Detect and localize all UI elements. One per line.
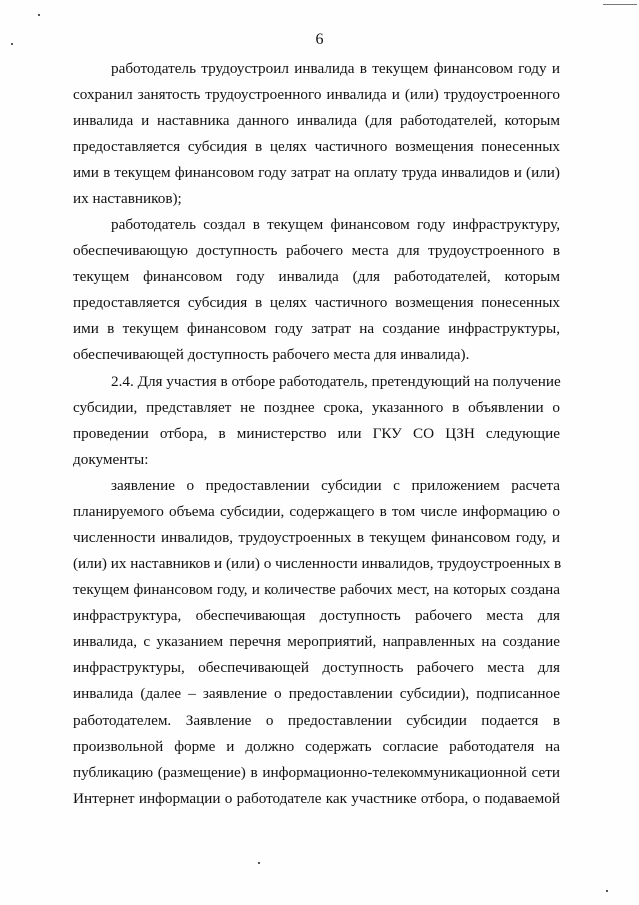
text-line: заявление о предоставлении субсидии с приложением расчета — [111, 477, 560, 494]
text-line: инвалида и наставника данного инвалида (для работодателей, которым — [73, 112, 560, 129]
page-number: 6 — [315, 31, 324, 48]
text-line: работодатель создал в текущем финансовом году инфраструктуру, — [111, 216, 560, 233]
text-line: обеспечивающую доступность рабочего места для трудоустроенного в — [73, 242, 560, 259]
text-line: работодателем. Заявление о предоставлении субсидии подается в — [73, 712, 560, 729]
text-line: проведении отбора, в министерство или ГКУ СО ЦЗН следующие — [73, 425, 560, 442]
text-line: сохранил занятость трудоустроенного инвалида и (или) трудоустроенного — [73, 86, 560, 103]
text-line: 2.4. Для участия в отборе работодатель, претендующий на получение — [111, 373, 561, 390]
text-line: документы: — [73, 451, 149, 468]
text-line: произвольной форме и должно содержать согласие работодателя на — [73, 738, 560, 755]
scan-speck — [258, 862, 260, 864]
text-line: работодатель трудоустроил инвалида в текущем финансовом году и — [111, 60, 560, 77]
text-line: обеспечивающей доступность рабочего места для инвалида). — [73, 346, 470, 363]
text-line: численности инвалидов, трудоустроенных в текущем финансовом году, и — [73, 529, 560, 546]
text-line: ими в текущем финансовом году затрат на оплату труда инвалидов и (или) — [73, 164, 560, 181]
text-line: инфраструктуры, обеспечивающей доступность рабочего места для — [73, 659, 560, 676]
text-line: текущем финансовом году инвалида (для работодателей, которым — [73, 268, 560, 285]
text-line: публикацию (размещение) в информационно-телекоммуникационной сети — [73, 764, 560, 781]
text-line: Интернет информации о работодателе как участнике отбора, о подаваемой — [73, 790, 560, 807]
scan-speck — [603, 4, 637, 5]
text-line: предоставляется субсидия в целях частичного возмещения понесенных — [73, 138, 560, 155]
text-line: планируемого объема субсидии, содержащего в том числе информацию о — [73, 503, 560, 520]
text-line: предоставляется субсидия в целях частичного возмещения понесенных — [73, 294, 560, 311]
text-line: инвалида, с указанием перечня мероприятий, направленных на создание — [73, 633, 560, 650]
scan-speck — [606, 890, 608, 892]
text-line: (или) их наставников и (или) о численности инвалидов, трудоустроенных в — [73, 555, 562, 572]
text-line: инвалида (далее – заявление о предоставлении субсидии), подписанное — [73, 685, 560, 702]
text-line: субсидии, представляет не позднее срока, указанного в объявлении о — [73, 399, 560, 416]
text-line: ими в текущем финансовом году затрат на создание инфраструктуры, — [73, 320, 560, 337]
text-line: инфраструктура, обеспечивающая доступность рабочего места для — [73, 607, 560, 624]
text-line: текущем финансовом году, и количестве рабочих мест, на которых создана — [73, 581, 560, 598]
text-line: их наставников); — [73, 190, 182, 207]
scan-speck — [38, 14, 40, 16]
